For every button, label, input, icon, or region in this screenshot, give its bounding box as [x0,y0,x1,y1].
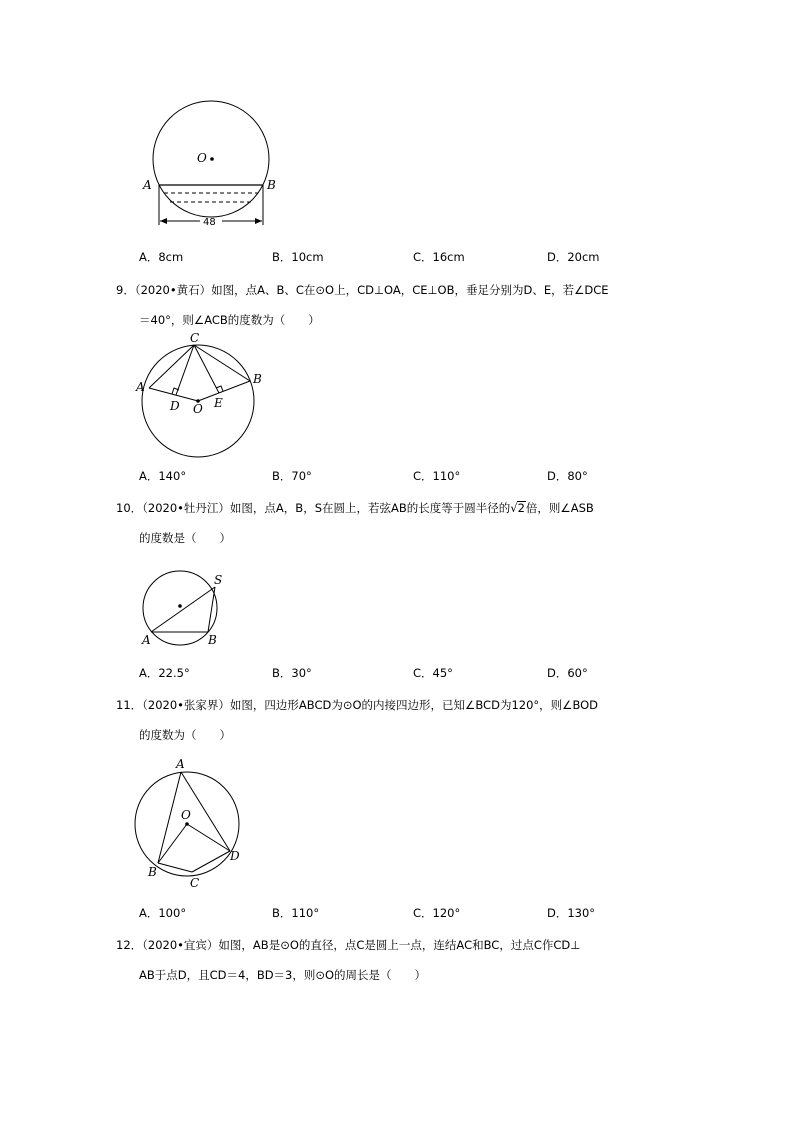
q8-option-a[interactable]: A．8cm [139,250,184,264]
q9-stem-line2: ＝40°，则∠ACB的度数为（ ） [139,313,320,327]
q8-figure [140,100,280,235]
q10-option-b[interactable]: B．30° [272,666,312,680]
q11-line-ab [158,772,181,863]
q10-label-b: B [208,633,217,647]
q8-label-a: A [143,178,152,192]
q9-line-ce [194,345,219,393]
q11-option-b[interactable]: B．110° [272,906,320,920]
q10-option-c[interactable]: C．45° [413,666,453,680]
q10-option-a[interactable]: A．22.5° [139,666,190,680]
q9-label-e: E [214,396,223,410]
q10-stem-text-b: 倍，则∠ASB [525,501,594,515]
q10-label-s: S [214,573,223,587]
q10-stem-text-a: 10．（2020•牡丹江）如图，点A，B，S在圆上，若弦AB的长度等于圆半径的 [116,501,511,515]
q10-label-a: A [142,633,151,647]
q10-center-dot [178,604,182,608]
q8-option-b[interactable]: B．10cm [272,250,324,264]
q8-dim-arrow-left [160,218,167,224]
q10-option-d[interactable]: D．60° [547,666,588,680]
q11-line-od [187,824,230,851]
q9-figure [132,331,262,460]
q11-label-a: A [176,757,185,771]
q12-stem-line2: AB于点D，且CD＝4，BD＝3，则⊙O的周长是（ ） [139,968,427,982]
q9-label-b: B [253,372,262,386]
q10-sqrt-symbol: √ [510,501,518,515]
q11-figure [134,756,254,891]
q9-option-b[interactable]: B．70° [272,469,312,483]
q9-label-o: O [193,402,203,416]
q9-line-cd [176,345,194,395]
q8-label-b: B [267,178,276,192]
q9-label-c: C [190,331,200,345]
q10-figure [138,572,228,652]
q9-line-ob [198,381,250,401]
q9-option-d[interactable]: D．80° [547,469,588,483]
q8-dim-arrow-right [255,218,262,224]
q11-label-b: B [148,865,157,879]
q9-label-a: A [136,380,145,394]
q9-label-d: D [170,399,180,413]
q11-center-dot [185,822,189,826]
q10-sqrt-value: 2 [517,501,525,515]
q12-stem-line1: 12．（2020•宜宾）如图，AB是⊙O的直径，点C是圆上一点，连结AC和BC，过点C作CD⊥ [116,938,581,952]
q8-option-c[interactable]: C．16cm [413,250,465,264]
q9-stem-line1: 9．（2020•黄石）如图，点A、B、C在⊙O上，CD⊥OA，CE⊥OB，垂足分别为D、E，若∠DCE [116,283,609,297]
q11-option-c[interactable]: C．120° [413,906,461,920]
q10-stem-line1 [116,500,594,516]
q8-option-d[interactable]: D．20cm [547,250,600,264]
q11-option-a[interactable]: A．100° [139,906,187,920]
q11-line-cd [192,851,230,872]
q11-option-d[interactable]: D．130° [547,906,596,920]
q11-label-o: O [181,808,191,822]
q9-option-c[interactable]: C．110° [413,469,461,483]
q10-chord-bs [208,587,215,632]
q9-option-a[interactable]: A．140° [139,469,187,483]
q11-line-ob [158,824,187,863]
q11-label-c: C [190,876,200,890]
q8-center-dot [210,157,214,161]
q10-chord-as [151,587,215,632]
q10-stem-line2: 的度数是（ ） [139,531,231,545]
q11-stem-line2: 的度数为（ ） [139,728,231,742]
q11-stem-line1: 11．（2020•张家界）如图，四边形ABCD为⊙O的内接四边形，已知∠BCD为120°，则∠BOD [116,698,599,712]
q11-label-d: D [230,849,240,863]
q8-label-o: O [197,151,207,165]
q8-label-dim: 48 [203,217,216,228]
q10-circle [143,571,217,645]
